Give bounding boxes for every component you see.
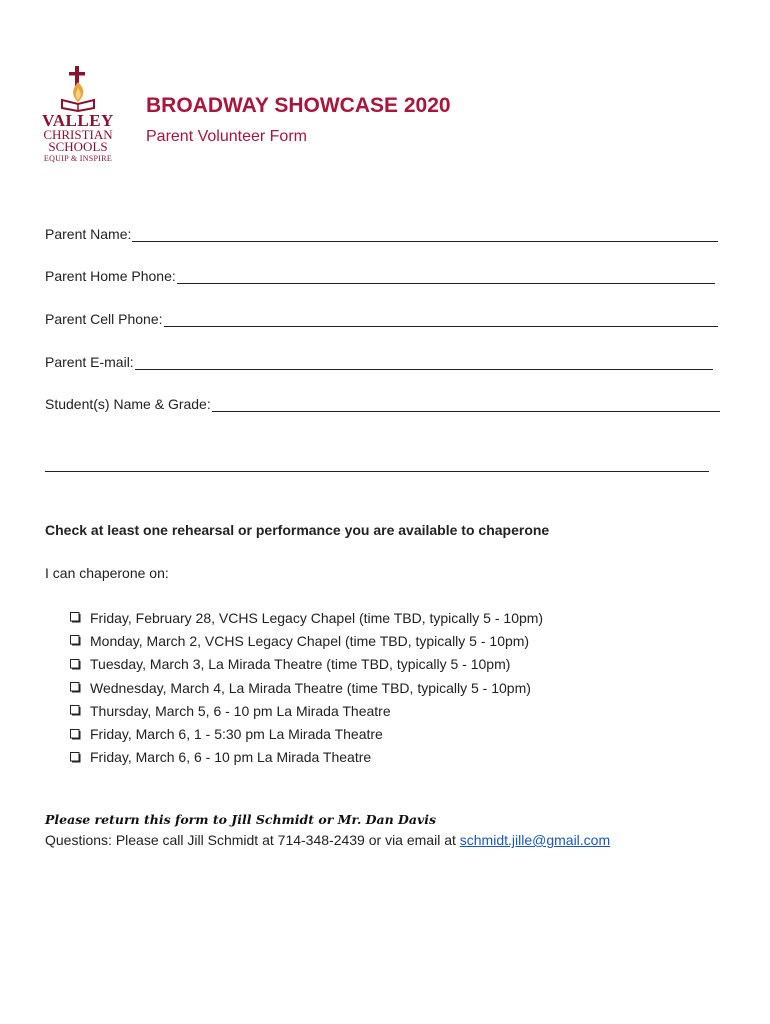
chaperone-option-label: Friday, February 28, VCHS Legacy Chapel (time TBD, typically 5 - 10pm) <box>90 609 544 626</box>
chaperone-option[interactable] <box>70 722 543 745</box>
page-title: BROADWAY SHOWCASE 2020 <box>146 94 451 117</box>
chaperone-option[interactable] <box>70 653 543 676</box>
chaperone-option-label: Wednesday, March 4, La Mirada Theatre (time TBD, typically 5 - 10pm) <box>90 679 531 696</box>
chaperone-option[interactable] <box>70 606 543 629</box>
parent-email-field[interactable] <box>45 350 713 370</box>
chaperone-option[interactable] <box>70 676 543 699</box>
checkbox-icon[interactable] <box>70 659 81 670</box>
chaperone-options-list <box>70 606 543 769</box>
student-name-grade-field[interactable] <box>45 392 720 412</box>
chaperone-option-label: Monday, March 2, VCHS Legacy Chapel (time TBD, typically 5 - 10pm) <box>90 632 530 649</box>
parent-cell-phone-field[interactable] <box>45 307 718 327</box>
field-label: Parent Home Phone: <box>45 268 176 284</box>
field-label: Parent E-mail: <box>45 354 134 370</box>
chaperone-option-label: Friday, March 6, 1 - 5:30 pm La Mirada Theatre <box>90 726 383 743</box>
parent-home-phone-input-line[interactable] <box>177 267 715 284</box>
school-logo <box>38 66 118 166</box>
student-name-grade-input-line[interactable] <box>212 395 720 412</box>
logo-tagline: EQUIP & INSPIRE <box>43 154 113 163</box>
chaperone-option[interactable] <box>70 746 543 769</box>
checkbox-icon[interactable] <box>70 635 81 646</box>
email-link[interactable]: schmidt.jille@gmail.com <box>459 832 611 848</box>
chaperone-option-label: Friday, March 6, 6 - 10 pm La Mirada Theatre <box>90 749 372 766</box>
chaperone-intro: I can chaperone on: <box>45 565 169 581</box>
chaperone-option[interactable] <box>70 629 543 652</box>
logo-line-christian: CHRISTIAN <box>43 127 113 142</box>
parent-home-phone-field[interactable] <box>45 264 715 284</box>
checkbox-icon[interactable] <box>70 612 81 623</box>
logo-line-valley: VALLEY <box>42 111 114 130</box>
checkbox-icon[interactable] <box>70 682 81 693</box>
questions-text: Questions: Please call Jill Schmidt at 714-348-2439 or via email at <box>45 832 460 848</box>
checkbox-icon[interactable] <box>70 752 81 763</box>
parent-name-input-line[interactable] <box>132 225 718 242</box>
page-subtitle: Parent Volunteer Form <box>146 128 307 145</box>
field-label: Parent Cell Phone: <box>45 311 163 327</box>
checkbox-icon[interactable] <box>70 705 81 716</box>
chaperone-instruction: Check at least one rehearsal or performance you are available to chaperone <box>45 522 550 538</box>
chaperone-option-label: Tuesday, March 3, La Mirada Theatre (time TBD, typically 5 - 10pm) <box>90 656 511 673</box>
field-label: Student(s) Name & Grade: <box>45 396 211 412</box>
cross-flame-icon <box>38 66 118 112</box>
parent-email-input-line[interactable] <box>135 353 713 370</box>
parent-cell-phone-input-line[interactable] <box>164 310 718 327</box>
chaperone-option-label: Thursday, March 5, 6 - 10 pm La Mirada Theatre <box>90 702 391 719</box>
field-label: Parent Name: <box>45 226 132 242</box>
chaperone-option[interactable] <box>70 699 543 722</box>
checkbox-icon[interactable] <box>70 729 81 740</box>
return-instruction: Please return this form to Jill Schmidt or Mr. Dan Davis <box>45 812 437 827</box>
parent-name-field[interactable] <box>45 222 718 242</box>
logo-line-schools: SCHOOLS <box>48 139 108 154</box>
student-extra-input-line[interactable] <box>45 471 709 472</box>
questions-line <box>45 832 610 848</box>
